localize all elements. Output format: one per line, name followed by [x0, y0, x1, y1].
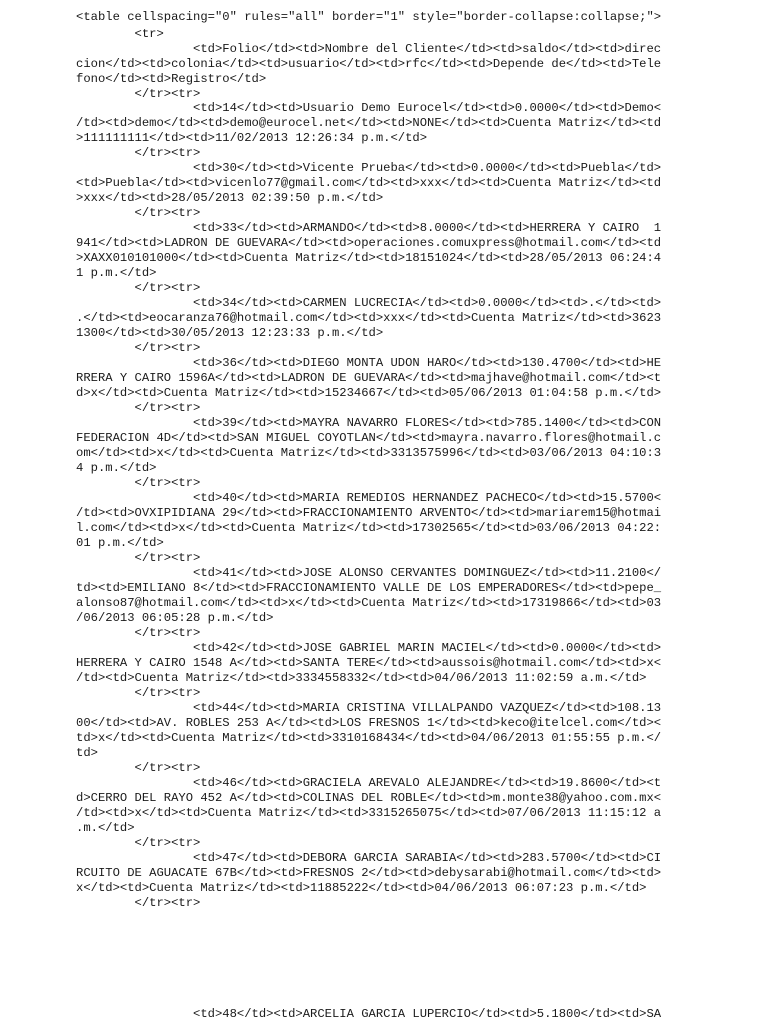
code-line: /td><td>demo</td><td>demo@eurocel.net</td><td>NONE</td><td>Cuenta Matriz</td><td: [76, 116, 662, 130]
code-line: <table cellspacing="0" rules="all" border="1" style="border-collapse:collapse;">: [76, 10, 662, 24]
code-line: </tr><tr>: [76, 146, 201, 160]
code-line: <td>44</td><td>MARIA CRISTINA VILLALPANDO VAZQUEZ</td><td>108.13: [76, 701, 662, 715]
code-line: l.com</td><td>x</td><td>Cuenta Matriz</td><td>17302565</td><td>03/06/2013 04:22:: [76, 521, 662, 535]
code-line: </tr><tr>: [76, 551, 201, 565]
code-line: cion</td><td>colonia</td><td>usuario</td><td>rfc</td><td>Depende de</td><td>Tele: [76, 57, 662, 71]
code-line: <td>14</td><td>Usuario Demo Eurocel</td><td>0.0000</td><td>Demo<: [76, 101, 662, 115]
code-line: </tr><tr>: [76, 206, 201, 220]
code-line: <td>Folio</td><td>Nombre del Cliente</td><td>saldo</td><td>direc: [76, 42, 662, 56]
code-line: <td>40</td><td>MARIA REMEDIOS HERNANDEZ PACHECO</td><td>15.5700<: [76, 491, 662, 505]
code-line: </tr><tr>: [76, 281, 201, 295]
code-line: <td>39</td><td>MAYRA NAVARRO FLORES</td><td>785.1400</td><td>CON: [76, 416, 662, 430]
code-line: alonso87@hotmail.com</td><td>x</td><td>Cuenta Matriz</td><td>17319866</td><td>03: [76, 596, 662, 610]
code-line: </tr><tr>: [76, 87, 201, 101]
code-line: <td>48</td><td>ARCELIA GARCIA LUPERCIO</td><td>5.1800</td><td>SA: [76, 1007, 662, 1021]
code-line: </tr><tr>: [76, 761, 201, 775]
code-line: <td>36</td><td>DIEGO MONTA UDON HARO</td><td>130.4700</td><td>HE: [76, 356, 662, 370]
code-line: >xxx</td><td>28/05/2013 02:39:50 p.m.</td>: [76, 191, 384, 205]
code-line: </tr><tr>: [76, 896, 201, 910]
code-line: 1 p.m.</td>: [76, 266, 157, 280]
code-line: 1300</td><td>30/05/2013 12:23:33 p.m.</td>: [76, 326, 384, 340]
code-line: /06/2013 06:05:28 p.m.</td>: [76, 611, 274, 625]
code-line: td>x</td><td>Cuenta Matriz</td><td>3310168434</td><td>04/06/2013 01:55:55 p.m.</: [76, 731, 662, 745]
code-line: x</td><td>Cuenta Matriz</td><td>11885222</td><td>04/06/2013 06:07:23 p.m.</td>: [76, 881, 647, 895]
code-line: /td><td>x</td><td>Cuenta Matriz</td><td>3315265075</td><td>07/06/2013 11:15:12 a: [76, 806, 662, 820]
code-line: fono</td><td>Registro</td>: [76, 72, 267, 86]
code-line: d>x</td><td>Cuenta Matriz</td><td>15234667</td><td>05/06/2013 01:04:58 p.m.</td>: [76, 386, 662, 400]
code-line: </tr><tr>: [76, 686, 201, 700]
code-line: >XAXX010101000</td><td>Cuenta Matriz</td><td>18151024</td><td>28/05/2013 06:24:4: [76, 251, 662, 265]
code-line: td><td>EMILIANO 8</td><td>FRACCIONAMIENTO VALLE DE LOS EMPERADORES</td><td>pepe_: [76, 581, 662, 595]
code-line: <td>47</td><td>DEBORA GARCIA SARABIA</td><td>283.5700</td><td>CI: [76, 851, 662, 865]
code-line: d>CERRO DEL RAYO 452 A</td><td>COLINAS DEL ROBLE</td><td>m.monte38@yahoo.com.mx<: [76, 791, 662, 805]
code-line: HERRERA Y CAIRO 1548 A</td><td>SANTA TERE</td><td>aussois@hotmail.com</td><td>x<: [76, 656, 662, 670]
code-line: 01 p.m.</td>: [76, 536, 164, 550]
code-line: td>: [76, 746, 98, 760]
code-line: </tr><tr>: [76, 836, 201, 850]
code-line: /td><td>OVXIPIDIANA 29</td><td>FRACCIONAMIENTO ARVENTO</td><td>mariarem15@hotmai: [76, 506, 662, 520]
code-line: <td>46</td><td>GRACIELA AREVALO ALEJANDRE</td><td>19.8600</td><t: [76, 776, 662, 790]
code-line: RRERA Y CAIRO 1596A</td><td>LADRON DE GUEVARA</td><td>majhave@hotmail.com</td><t: [76, 371, 662, 385]
code-line: <td>33</td><td>ARMANDO</td><td>8.0000</td><td>HERRERA Y CAIRO 1: [76, 221, 662, 235]
code-line: </tr><tr>: [76, 476, 201, 490]
code-line: 4 p.m.</td>: [76, 461, 157, 475]
code-line: <td>30</td><td>Vicente Prueba</td><td>0.0000</td><td>Puebla</td>: [76, 161, 662, 175]
code-line: 00</td><td>AV. ROBLES 253 A</td><td>LOS FRESNOS 1</td><td>keco@itelcel.com</td><: [76, 716, 662, 730]
code-line: .</td><td>eocaranza76@hotmail.com</td><td>xxx</td><td>Cuenta Matriz</td><td>3623: [76, 311, 662, 325]
code-line: </tr><tr>: [76, 626, 201, 640]
code-line: RCUITO DE AGUACATE 67B</td><td>FRESNOS 2</td><td>debysarabi@hotmail.com</td><td>: [76, 866, 662, 880]
code-line: om</td><td>x</td><td>Cuenta Matriz</td><td>3313575996</td><td>03/06/2013 04:10:3: [76, 446, 662, 460]
code-line: <td>Puebla</td><td>vicenlo77@gmail.com</td><td>xxx</td><td>Cuenta Matriz</td><td: [76, 176, 662, 190]
code-line: </tr><tr>: [76, 341, 201, 355]
code-line: 941</td><td>LADRON DE GUEVARA</td><td>operaciones.comuxpress@hotmail.com</td><td: [76, 236, 662, 250]
code-line: FEDERACION 4D</td><td>SAN MIGUEL COYOTLAN</td><td>mayra.navarro.flores@hotmail.c: [76, 431, 662, 445]
code-line: .m.</td>: [76, 821, 135, 835]
code-line: <td>34</td><td>CARMEN LUCRECIA</td><td>0.0000</td><td>.</td><td>: [76, 296, 662, 310]
code-line: <td>42</td><td>JOSE GABRIEL MARIN MACIEL</td><td>0.0000</td><td>: [76, 641, 662, 655]
code-line: </tr><tr>: [76, 401, 201, 415]
code-line: <tr>: [76, 27, 164, 41]
code-line: >111111111</td><td>11/02/2013 12:26:34 p.m.</td>: [76, 131, 428, 145]
code-line: <td>41</td><td>JOSE ALONSO CERVANTES DOMINGUEZ</td><td>11.2100</: [76, 566, 662, 580]
code-line: /td><td>Cuenta Matriz</td><td>3334558332</td><td>04/06/2013 11:02:59 a.m.</td>: [76, 671, 647, 685]
